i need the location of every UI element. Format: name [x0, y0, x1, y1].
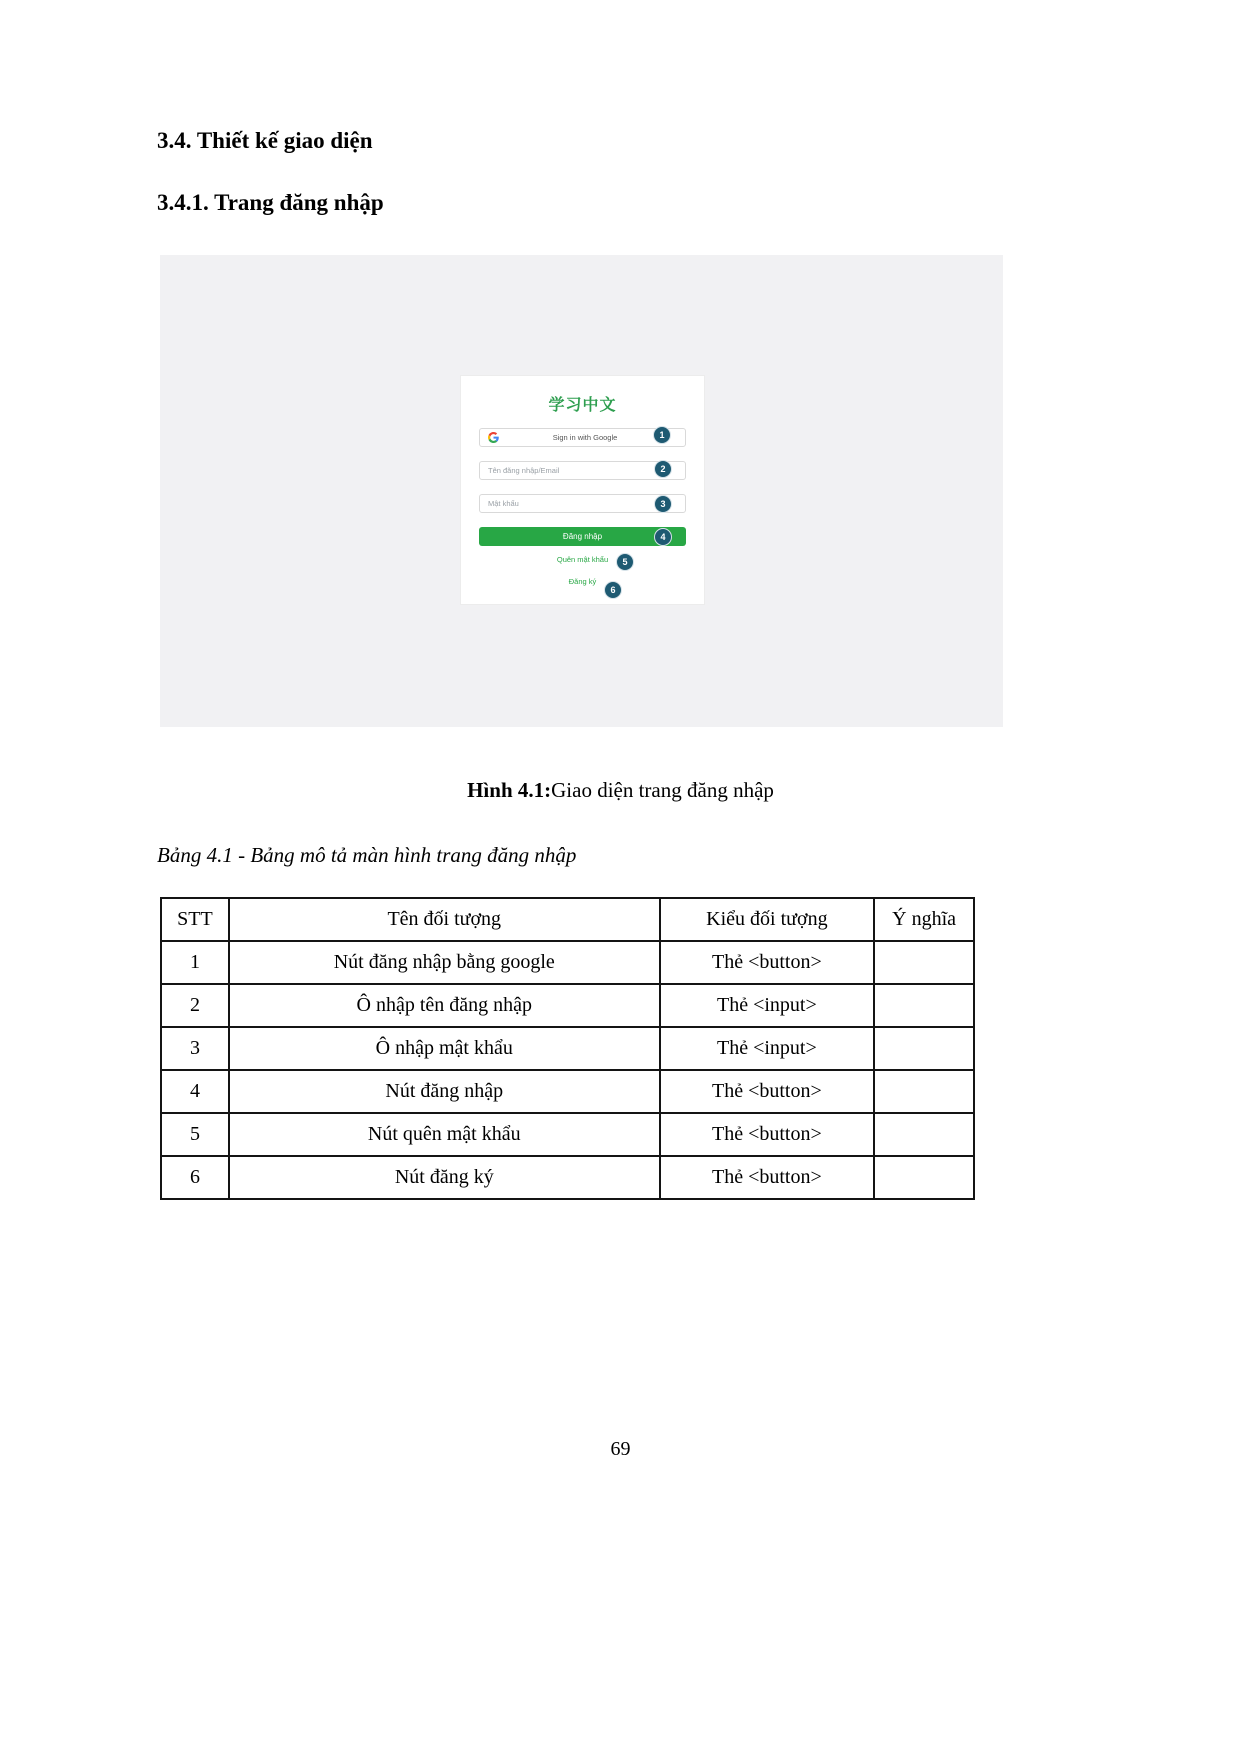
cell-object-type: Thẻ <button>	[660, 1156, 875, 1199]
cell-object-name: Nút đăng nhập bằng google	[229, 941, 660, 984]
table-header-row	[161, 898, 974, 941]
cell-object-type: Thẻ <input>	[660, 984, 875, 1027]
figure-caption-label: Hình 4.1:	[467, 778, 552, 802]
table-row	[161, 1113, 974, 1156]
section-heading: 3.4. Thiết kế giao diện	[157, 128, 373, 153]
google-signin-label: Sign in with Google	[552, 433, 618, 442]
header-object-type: Kiểu đối tượng	[660, 898, 875, 941]
login-button[interactable]: Đăng nhập	[479, 527, 686, 546]
cell-stt: 3	[161, 1027, 229, 1070]
forgot-password-link[interactable]: Quên mật khẩu	[556, 555, 609, 564]
header-stt: STT	[161, 898, 229, 941]
table-title: Bảng 4.1 - Bảng mô tả màn hình trang đăng nhập	[157, 843, 577, 867]
cell-object-type: Thẻ <button>	[660, 1113, 875, 1156]
table-row	[161, 1027, 974, 1070]
cell-meaning	[874, 1113, 974, 1156]
cell-object-name: Ô nhập tên đăng nhập	[229, 984, 660, 1027]
cell-object-name: Nút đăng nhập	[229, 1070, 660, 1113]
cell-stt: 6	[161, 1156, 229, 1199]
callout-badge-3: 3	[654, 495, 672, 513]
password-placeholder: Mật khẩu	[488, 499, 519, 508]
register-link[interactable]: Đăng ký	[568, 577, 597, 586]
table-row	[161, 984, 974, 1027]
cell-object-name: Nút đăng ký	[229, 1156, 660, 1199]
cell-stt: 5	[161, 1113, 229, 1156]
table-row	[161, 941, 974, 984]
callout-badge-4: 4	[654, 528, 672, 546]
cell-meaning	[874, 941, 974, 984]
description-table	[160, 897, 975, 1200]
subsection-heading: 3.4.1. Trang đăng nhập	[157, 190, 384, 215]
cell-object-type: Thẻ <input>	[660, 1027, 875, 1070]
cell-object-type: Thẻ <button>	[660, 1070, 875, 1113]
cell-meaning	[874, 1156, 974, 1199]
table-row	[161, 1156, 974, 1199]
cell-object-name: Nút quên mật khẩu	[229, 1113, 660, 1156]
table-row	[161, 1070, 974, 1113]
cell-stt: 1	[161, 941, 229, 984]
login-card	[460, 375, 705, 605]
callout-badge-1: 1	[653, 426, 671, 444]
username-placeholder: Tên đăng nhập/Email	[488, 466, 560, 475]
header-meaning: Ý nghĩa	[874, 898, 974, 941]
figure-caption-text: Giao diện trang đăng nhập	[551, 778, 774, 802]
callout-badge-2: 2	[654, 460, 672, 478]
cell-meaning	[874, 1070, 974, 1113]
page-number: 69	[610, 1438, 631, 1460]
figure-caption	[0, 778, 1241, 803]
callout-badge-5: 5	[616, 553, 634, 571]
cell-object-type: Thẻ <button>	[660, 941, 875, 984]
app-title: 学习中文	[548, 397, 617, 414]
cell-meaning	[874, 1027, 974, 1070]
cell-object-name: Ô nhập mật khẩu	[229, 1027, 660, 1070]
callout-badge-6: 6	[604, 581, 622, 599]
header-object-name: Tên đối tượng	[229, 898, 660, 941]
google-icon	[488, 432, 499, 443]
figure-screenshot	[160, 255, 1003, 727]
cell-stt: 2	[161, 984, 229, 1027]
cell-stt: 4	[161, 1070, 229, 1113]
cell-meaning	[874, 984, 974, 1027]
